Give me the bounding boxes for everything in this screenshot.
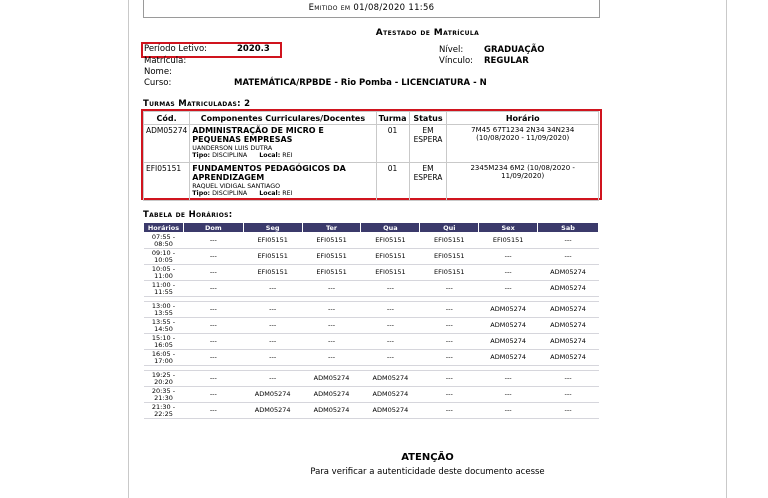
schedule-cell: --- [420, 350, 479, 366]
schedule-cell: --- [183, 334, 243, 350]
atencao-heading: ATENÇÃO [401, 452, 454, 463]
horario-cell: 7M45 67T1234 2N34 34N234 (10/08/2020 - 11/09/2020) [447, 125, 599, 163]
schedule-cell: EFI05151 [420, 249, 479, 265]
schedule-cell: --- [302, 334, 361, 350]
horarios-th-qui: Qui [420, 223, 479, 233]
componente-cell [190, 163, 376, 201]
schedule-cell: --- [183, 403, 243, 419]
schedule-cell: ADM05274 [538, 302, 599, 318]
document-page [128, 0, 727, 498]
table-row [144, 387, 599, 403]
horario-slot: 09:10 - 10:05 [144, 249, 184, 265]
schedule-cell: --- [420, 403, 479, 419]
schedule-cell: --- [243, 334, 302, 350]
schedule-cell: ADM05274 [538, 318, 599, 334]
schedule-cell: --- [243, 371, 302, 387]
status-cell: EM ESPERA [409, 125, 447, 163]
turmas-header-row [144, 112, 599, 125]
table-row [144, 302, 599, 318]
curso-value: MATEMÁTICA/RPBDE - Rio Pomba - LICENCIATURA - N [234, 78, 487, 88]
horarios-body [144, 233, 599, 419]
cod-cell: ADM05274 [144, 125, 190, 163]
schedule-cell: ADM05274 [243, 387, 302, 403]
componente-tipo-local: Tipo: DISCIPLINA Local: REI [192, 190, 293, 197]
horario-slot: 21:30 - 22:25 [144, 403, 184, 419]
horario-slot: 13:55 - 14:50 [144, 318, 184, 334]
horarios-header-row [144, 223, 599, 233]
horarios-th-qua: Qua [361, 223, 420, 233]
schedule-cell: --- [183, 249, 243, 265]
schedule-cell: EFI05151 [361, 265, 420, 281]
schedule-cell: --- [243, 281, 302, 297]
schedule-cell: ADM05274 [538, 350, 599, 366]
horarios-th-ter: Ter [302, 223, 361, 233]
turma-cell: 01 [376, 125, 409, 163]
horario-slot: 13:00 - 13:55 [144, 302, 184, 318]
horarios-th-sex: Sex [479, 223, 538, 233]
table-row [144, 403, 599, 419]
periodo-value: 2020.3 [237, 44, 270, 54]
turmas-table [143, 111, 599, 201]
horario-slot: 11:00 - 11:55 [144, 281, 184, 297]
schedule-cell: EFI05151 [243, 265, 302, 281]
schedule-cell: --- [183, 302, 243, 318]
schedule-cell: --- [183, 265, 243, 281]
schedule-cell: --- [361, 318, 420, 334]
schedule-cell: --- [183, 281, 243, 297]
schedule-cell: ADM05274 [479, 302, 538, 318]
autenticidade-text: Para verificar a autenticidade deste documento acesse [310, 467, 545, 477]
horarios-th-horarios: Horários [144, 223, 184, 233]
horarios-heading: Tabela de Horários: [143, 210, 233, 220]
schedule-cell: --- [538, 403, 599, 419]
schedule-cell: EFI05151 [243, 233, 302, 249]
horario-slot: 19:25 - 20:20 [144, 371, 184, 387]
schedule-cell: --- [420, 302, 479, 318]
schedule-cell: --- [361, 302, 420, 318]
schedule-cell: ADM05274 [302, 403, 361, 419]
table-row [144, 281, 599, 297]
schedule-cell: EFI05151 [479, 233, 538, 249]
componente-tipo-local: Tipo: DISCIPLINA Local: REI [192, 152, 293, 159]
schedule-cell: --- [302, 302, 361, 318]
status-cell: EM ESPERA [409, 163, 447, 201]
schedule-cell: EFI05151 [420, 265, 479, 281]
nivel-label: Nível: [439, 45, 464, 55]
matricula-label: Matrícula: [144, 56, 187, 66]
schedule-cell: --- [420, 371, 479, 387]
schedule-cell: --- [302, 350, 361, 366]
schedule-cell: --- [420, 387, 479, 403]
table-row [144, 371, 599, 387]
schedule-cell: ADM05274 [479, 334, 538, 350]
schedule-cell: EFI05151 [302, 233, 361, 249]
schedule-cell: --- [538, 387, 599, 403]
schedule-cell: --- [361, 334, 420, 350]
horarios-table [143, 222, 599, 419]
componente-nome: FUNDAMENTOS PEDAGÓGICOS DA APRENDIZAGEM [192, 164, 346, 182]
table-row [144, 334, 599, 350]
docente-nome: RAQUEL VIDIGAL SANTIAGO [192, 183, 281, 190]
schedule-cell: --- [243, 302, 302, 318]
table-row [144, 163, 599, 201]
schedule-cell: --- [183, 233, 243, 249]
schedule-cell: --- [538, 233, 599, 249]
schedule-cell: --- [479, 387, 538, 403]
componente-nome: ADMINISTRAÇÃO DE MICRO E PEQUENAS EMPRESAS [192, 126, 324, 144]
schedule-cell: ADM05274 [538, 265, 599, 281]
schedule-cell: --- [302, 318, 361, 334]
schedule-cell: ADM05274 [361, 371, 420, 387]
schedule-cell: ADM05274 [479, 350, 538, 366]
schedule-cell: --- [420, 318, 479, 334]
schedule-cell: EFI05151 [361, 233, 420, 249]
schedule-cell: ADM05274 [361, 387, 420, 403]
schedule-cell: --- [479, 265, 538, 281]
horario-slot: 10:05 - 11:00 [144, 265, 184, 281]
table-row [144, 125, 599, 163]
schedule-cell: --- [361, 350, 420, 366]
th-horario: Horário [447, 112, 599, 125]
schedule-cell: --- [361, 281, 420, 297]
schedule-cell: EFI05151 [420, 233, 479, 249]
schedule-cell: EFI05151 [302, 249, 361, 265]
horario-cell: 2345M234 6M2 (10/08/2020 - 11/09/2020) [447, 163, 599, 201]
schedule-cell: ADM05274 [302, 371, 361, 387]
table-row [144, 265, 599, 281]
schedule-cell: --- [479, 281, 538, 297]
periodo-label: Período Letivo: [144, 44, 208, 54]
schedule-cell: ADM05274 [243, 403, 302, 419]
schedule-cell: EFI05151 [302, 265, 361, 281]
schedule-cell: ADM05274 [538, 281, 599, 297]
turmas-heading: Turmas Matriculadas: 2 [143, 99, 251, 109]
table-row [144, 249, 599, 265]
schedule-cell: --- [183, 318, 243, 334]
horario-slot: 15:10 - 16:05 [144, 334, 184, 350]
document-title: Atestado de Matrícula [375, 28, 480, 38]
schedule-cell: EFI05151 [361, 249, 420, 265]
schedule-cell: --- [479, 249, 538, 265]
schedule-cell: ADM05274 [538, 334, 599, 350]
schedule-cell: --- [243, 318, 302, 334]
cod-cell: EFI05151 [144, 163, 190, 201]
schedule-cell: ADM05274 [361, 403, 420, 419]
table-row [144, 233, 599, 249]
nivel-value: GRADUAÇÃO [484, 45, 545, 55]
horario-slot: 20:35 - 21:30 [144, 387, 184, 403]
th-componentes: Componentes Curriculares/Docentes [190, 112, 376, 125]
schedule-cell: --- [243, 350, 302, 366]
th-status: Status [409, 112, 447, 125]
schedule-cell: --- [479, 371, 538, 387]
th-turma: Turma [376, 112, 409, 125]
schedule-cell: ADM05274 [479, 318, 538, 334]
schedule-cell: EFI05151 [243, 249, 302, 265]
horario-slot: 07:55 - 08:50 [144, 233, 184, 249]
vinculo-label: Vínculo: [439, 56, 474, 66]
th-cod: Cód. [144, 112, 190, 125]
schedule-cell: --- [420, 334, 479, 350]
nome-label: Nome: [144, 67, 172, 77]
table-row [144, 318, 599, 334]
horario-slot: 16:05 - 17:00 [144, 350, 184, 366]
schedule-cell: ADM05274 [302, 387, 361, 403]
vinculo-value: REGULAR [484, 56, 529, 66]
docente-nome: UANDERSON LUIS DUTRA [192, 145, 273, 152]
schedule-cell: --- [302, 281, 361, 297]
schedule-cell: --- [479, 403, 538, 419]
schedule-cell: --- [183, 350, 243, 366]
table-row [144, 350, 599, 366]
emitido-em: Emitido em 01/08/2020 11:56 [143, 0, 600, 18]
componente-cell [190, 125, 376, 163]
schedule-cell: --- [183, 371, 243, 387]
horarios-th-sab: Sab [538, 223, 599, 233]
curso-label: Curso: [144, 78, 172, 88]
schedule-cell: --- [183, 387, 243, 403]
turma-cell: 01 [376, 163, 409, 201]
schedule-cell: --- [420, 281, 479, 297]
horarios-th-seg: Seg [243, 223, 302, 233]
horarios-th-dom: Dom [183, 223, 243, 233]
schedule-cell: --- [538, 371, 599, 387]
schedule-cell: --- [538, 249, 599, 265]
